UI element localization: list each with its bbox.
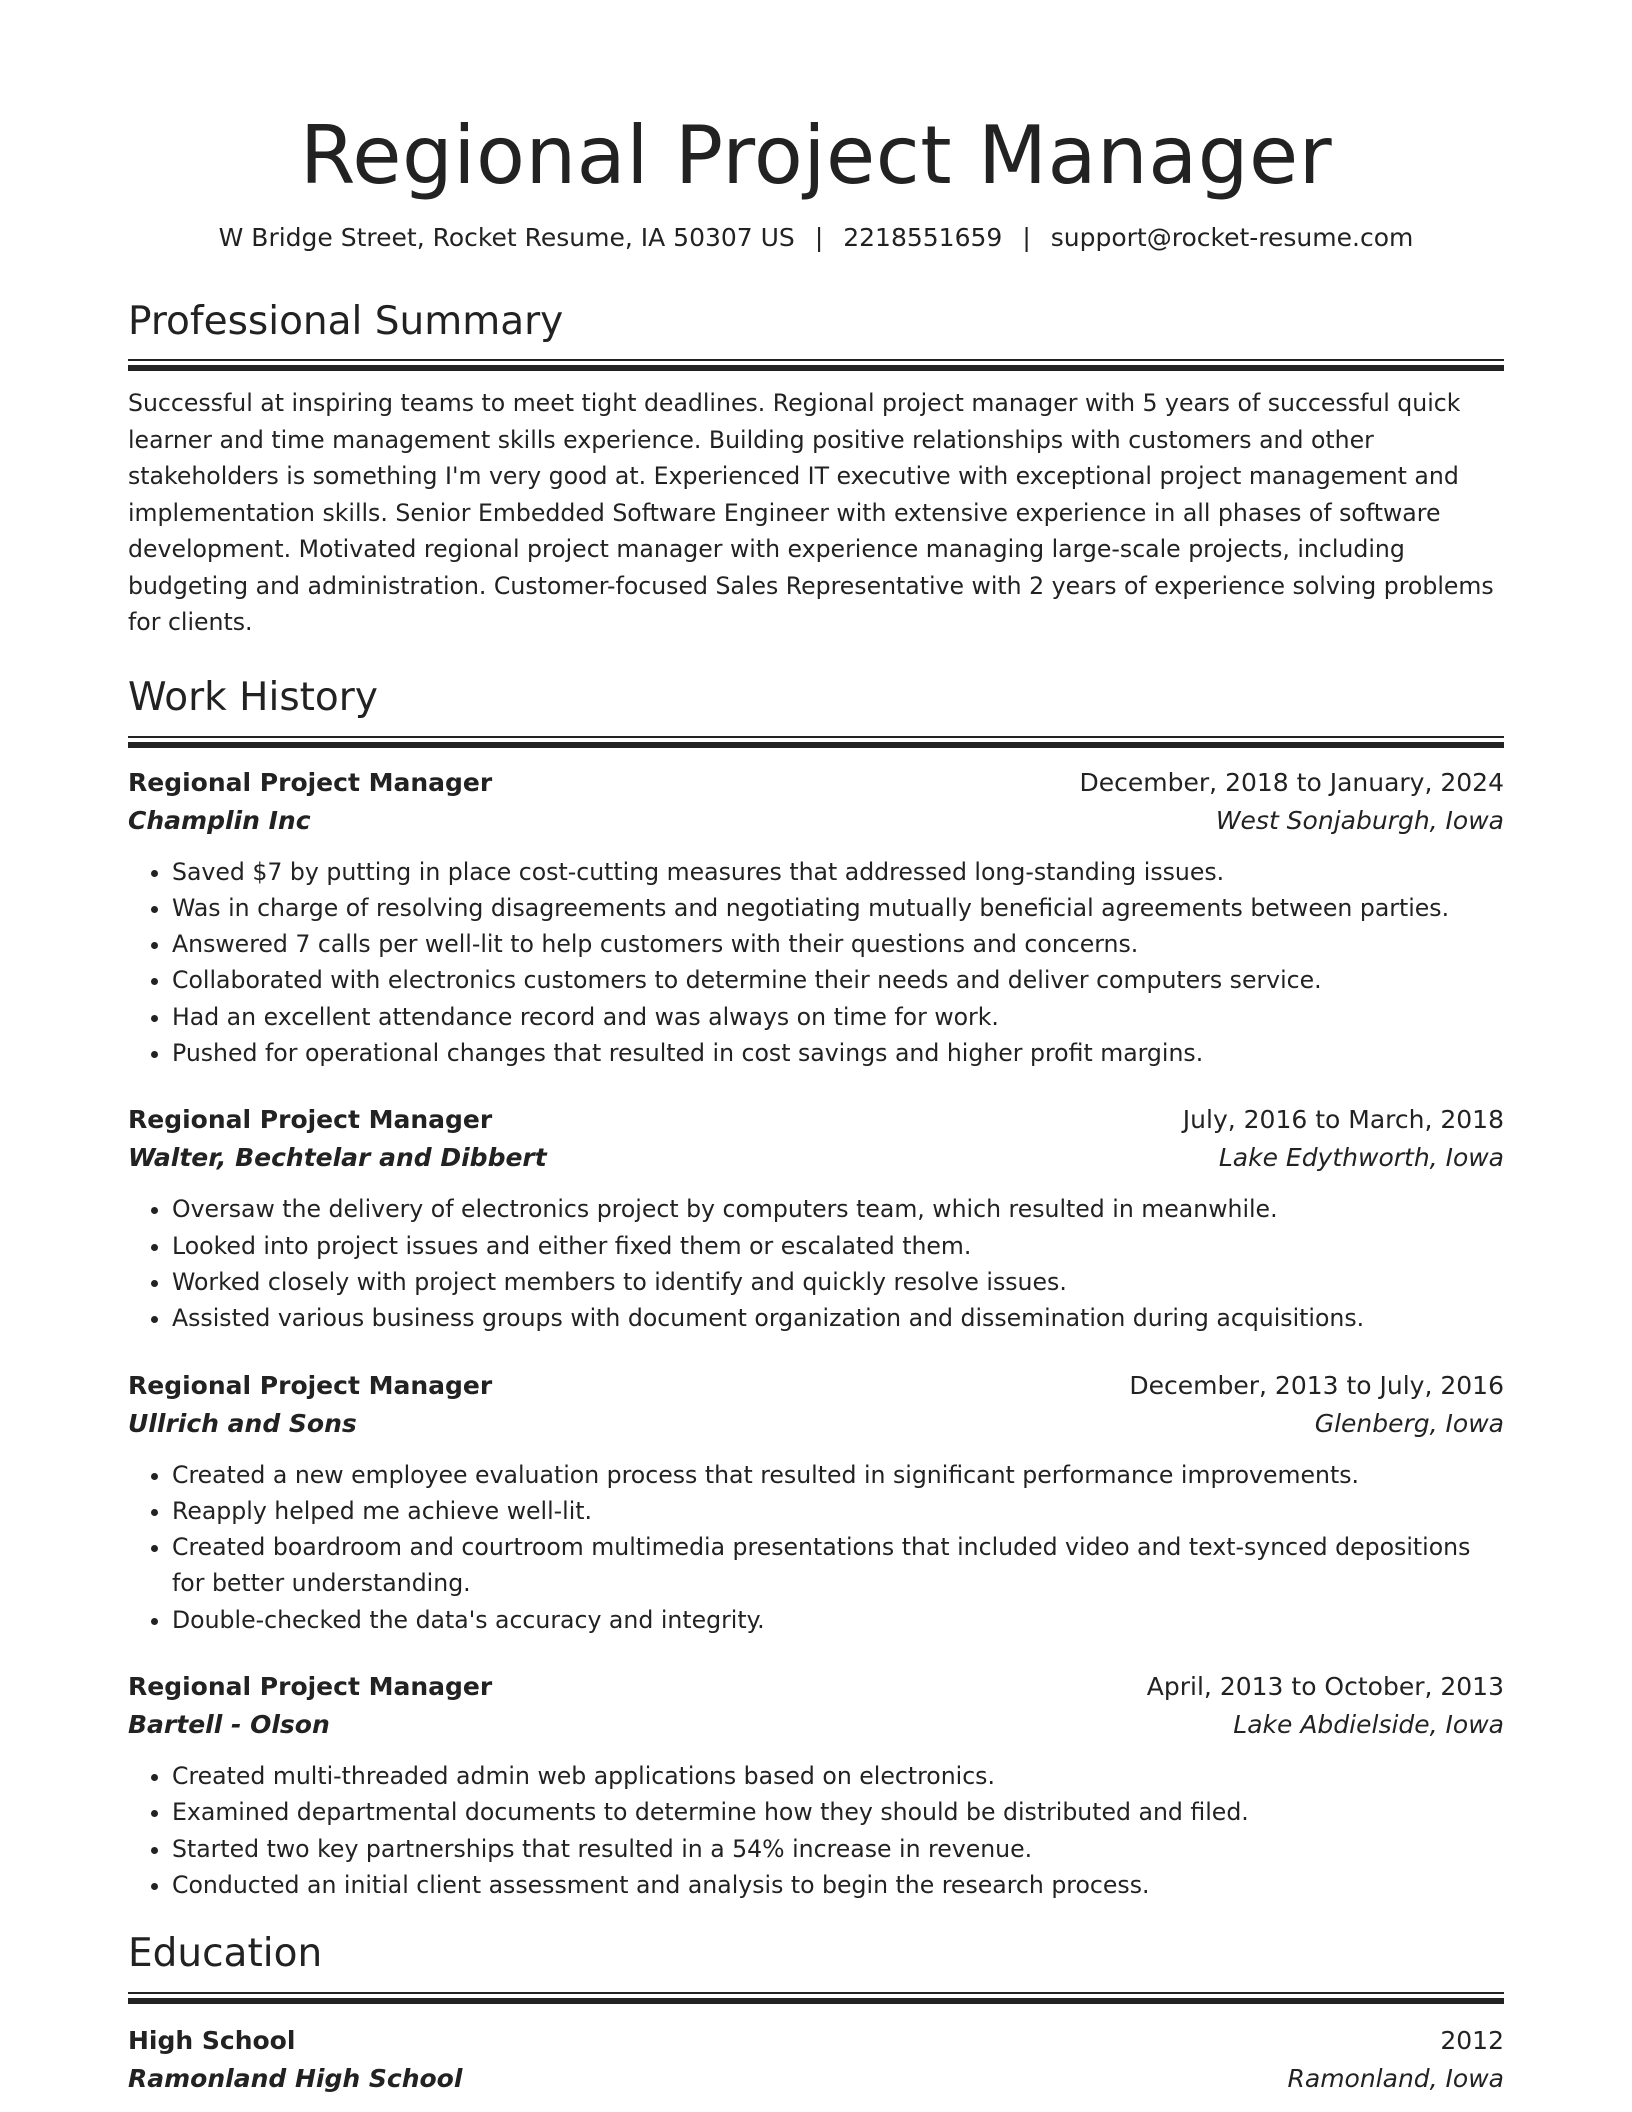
section-divider	[128, 736, 1504, 748]
contact-separator: |	[814, 223, 824, 252]
job-bullet: • Had an excellent attendance record and was always on time for work.	[172, 999, 1504, 1035]
job-entry	[128, 1101, 1504, 1336]
job-bullet: • Assisted various business groups with document organization and dissemination during acquisitions.	[172, 1300, 1504, 1336]
job-dates: April, 2013 to October, 2013	[1146, 1672, 1504, 1702]
job-bullet: • Started two key partnerships that resulted in a 54% increase in revenue.	[172, 1831, 1504, 1867]
job-bullet: • Looked into project issues and either fixed them or escalated them.	[172, 1228, 1504, 1264]
job-title: Regional Project Manager	[128, 767, 493, 797]
job-dates: December, 2013 to July, 2016	[1129, 1370, 1504, 1400]
company-name: Ullrich and Sons	[128, 1408, 357, 1438]
school-name: Ramonland High School	[128, 2064, 463, 2094]
job-bullets	[128, 1758, 1504, 1903]
job-bullet: • Conducted an initial client assessment and analysis to begin the research process.	[172, 1867, 1504, 1903]
work-history-heading: Work History	[128, 674, 378, 720]
job-bullet: • Oversaw the delivery of electronics project by computers team, which resulted in meanwhile.	[172, 1191, 1504, 1227]
job-bullet: • Created multi-threaded admin web applications based on electronics.	[172, 1758, 1504, 1794]
education-degree: High School	[128, 2026, 296, 2056]
education-year: 2012	[1440, 2026, 1504, 2056]
job-bullet: • Collaborated with electronics customers to determine their needs and deliver computers service.	[172, 962, 1504, 998]
summary-section	[128, 299, 1504, 641]
company-name: Champlin Inc	[128, 805, 311, 835]
summary-heading: Professional Summary	[128, 298, 564, 344]
job-bullet: • Created boardroom and courtroom multimedia presentations that included video and text-synced depositions for better understanding.	[172, 1529, 1504, 1602]
education-section	[128, 1931, 1504, 2098]
resume-title: Regional Project Manager	[299, 109, 1333, 202]
job-entry	[128, 764, 1504, 1072]
job-location: Glenberg, Iowa	[1314, 1408, 1504, 1438]
job-bullets	[128, 1457, 1504, 1638]
job-bullet: • Double-checked the data's accuracy and integrity.	[172, 1602, 1504, 1638]
contact-separator: |	[1022, 223, 1031, 252]
company-name: Walter, Bechtelar and Dibbert	[128, 1143, 547, 1173]
job-bullet: • Reapply helped me achieve well-lit.	[172, 1493, 1504, 1529]
job-bullet: • Saved $7 by putting in place cost-cutting measures that addressed long-standing issues.	[172, 854, 1504, 890]
job-bullets	[128, 854, 1504, 1072]
education-heading: Education	[128, 1931, 323, 1977]
job-location: West Sonjaburgh, Iowa	[1215, 805, 1504, 835]
school-location: Ramonland, Iowa	[1287, 2064, 1504, 2094]
contact-phone: 2218551659	[843, 223, 1003, 252]
section-divider	[128, 1992, 1504, 2004]
job-location: Lake Abdielside, Iowa	[1233, 1710, 1504, 1740]
contact-email: support@rocket-resume.com	[1050, 223, 1414, 252]
job-bullet: • Created a new employee evaluation process that resulted in significant performance improvements.	[172, 1457, 1504, 1493]
job-bullets	[128, 1191, 1504, 1336]
job-title: Regional Project Manager	[128, 1105, 493, 1135]
job-entry	[128, 1367, 1504, 1638]
contact-line	[128, 222, 1504, 255]
job-entry	[128, 1668, 1504, 1903]
job-dates: December, 2018 to January, 2024	[1079, 767, 1504, 797]
job-location: Lake Edythworth, Iowa	[1218, 1143, 1504, 1173]
company-name: Bartell - Olson	[128, 1710, 330, 1740]
job-title: Regional Project Manager	[128, 1370, 493, 1400]
job-bullet: • Worked closely with project members to identify and quickly resolve issues.	[172, 1264, 1504, 1300]
job-dates: July, 2016 to March, 2018	[1182, 1105, 1504, 1135]
education-entry	[128, 2022, 1504, 2098]
work-history-section	[128, 675, 1504, 1903]
job-bullet: • Pushed for operational changes that resulted in cost savings and higher profit margins.	[172, 1035, 1504, 1071]
job-bullet: • Answered 7 calls per well-lit to help customers with their questions and concerns.	[172, 926, 1504, 962]
job-title: Regional Project Manager	[128, 1672, 493, 1702]
section-divider	[128, 359, 1504, 371]
job-bullet: • Was in charge of resolving disagreements and negotiating mutually beneficial agreements between parties.	[172, 890, 1504, 926]
contact-address: W Bridge Street, Rocket Resume, IA 50307 US	[218, 223, 795, 252]
summary-text: Successful at inspiring teams to meet tight deadlines. Regional project manager with 5 years of successful quick learner and time management skills experience. Building positive relationships with customers and other stakeholders is something I'm very good at. Experienced IT executive with exceptional project management and implementation skills. Senior Embedded Software Engineer with extensive experience in all phases of software development. Motivated regional project manager with experience managing large-scale projects, including budgeting and administration. Customer-focused Sales Representative with 2 years of experience solving problems for clients.	[128, 389, 1494, 637]
job-bullet: • Examined departmental documents to determine how they should be distributed and filed.	[172, 1794, 1504, 1830]
